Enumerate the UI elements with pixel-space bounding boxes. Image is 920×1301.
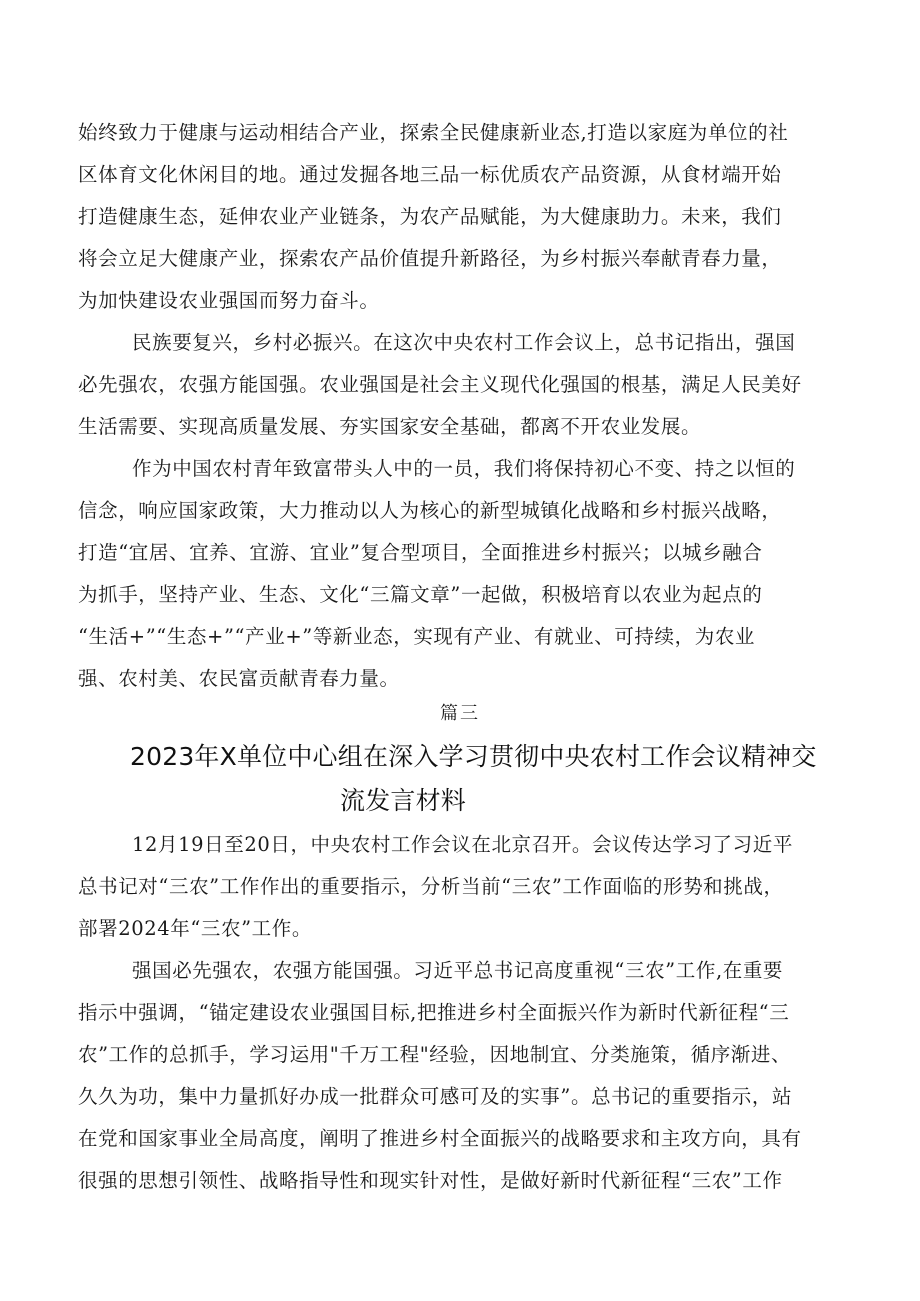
paragraph-line: 农”工作的总抓手，学习运用"千万工程"经验，因地制宜、分类施策，循序渐进、 (78, 1043, 792, 1066)
paragraph-line: 部署2024年“三农”工作。 (78, 917, 312, 940)
paragraph-line: 指示中强调，“锚定建设农业强国目标,把推进乡村全面振兴作为新时代新征程“三 (78, 1001, 790, 1024)
paragraph-line: “生活+”“生态+”“产业+”等新业态，实现有产业、有就业、可持续，为农业 (78, 625, 756, 648)
section-label: 篇三 (440, 703, 480, 724)
paragraph-line: 强、农村美、农民富贡献青春力量。 (78, 667, 400, 690)
paragraph-line: 生活需要、实现高质量发展、夯实国家安全基础，都离不开农业发展。 (78, 415, 702, 438)
paragraph-line: 在党和国家事业全局高度，阐明了推进乡村全面振兴的战略要求和主攻方向，具有 (78, 1127, 802, 1150)
paragraph-line: 必先强农，农强方能国强。农业强国是社会主义现代化强国的根基，满足人民美好 (78, 373, 802, 396)
article-title-line-1: 2023年X单位中心组在深入学习贯彻中央农村工作会议精神交 (130, 742, 817, 771)
article-title-line-2: 流发言材料 (340, 786, 467, 815)
paragraph-line: 打造健康生态，延伸农业产业链条，为农产品赋能，为大健康助力。未来，我们 (78, 205, 782, 228)
paragraph-line: 总书记对“三农”工作作出的重要指示，分析当前“三农”工作面临的形势和挑战， (78, 875, 784, 898)
paragraph-line: 民族要复兴，乡村必振兴。在这次中央农村工作会议上，总书记指出，强国 (132, 331, 796, 354)
paragraph-line: 12月19日至20日，中央农村工作会议在北京召开。会议传达学习了习近平 (132, 833, 793, 856)
paragraph-line: 始终致力于健康与运动相结合产业，探索全民健康新业态,打造以家庭为单位的社 (78, 121, 789, 144)
paragraph-line: 信念，响应国家政策，大力推动以人为核心的新型城镇化战略和乡村振兴战略， (78, 499, 782, 522)
paragraph-line: 将会立足大健康产业，探索农产品价值提升新路径，为乡村振兴奉献青春力量， (78, 247, 782, 270)
paragraph-line: 久久为功，集中力量抓好办成一批群众可感可及的实事”。总书记的重要指示，站 (78, 1085, 793, 1108)
paragraph-line: 作为中国农村青年致富带头人中的一员，我们将保持初心不变、持之以恒的 (132, 457, 796, 480)
paragraph-line: 为抓手，坚持产业、生态、文化“三篇文章”一起做，积极培育以农业为起点的 (78, 583, 763, 606)
paragraph-line: 为加快建设农业强国而努力奋斗。 (78, 289, 380, 312)
paragraph-line: 很强的思想引领性、战略指导性和现实针对性，是做好新时代新征程“三农”工作 (78, 1169, 783, 1192)
paragraph-line: 强国必先强农，农强方能国强。习近平总书记高度重视“三农”工作,在重要 (132, 959, 784, 982)
paragraph-line: 区体育文化休闲目的地。通过发掘各地三品一标优质农产品资源，从食材端开始 (78, 163, 782, 186)
paragraph-line: 打造“宜居、宜养、宜游、宜业”复合型项目，全面推进乡村振兴；以城乡融合 (78, 541, 763, 564)
